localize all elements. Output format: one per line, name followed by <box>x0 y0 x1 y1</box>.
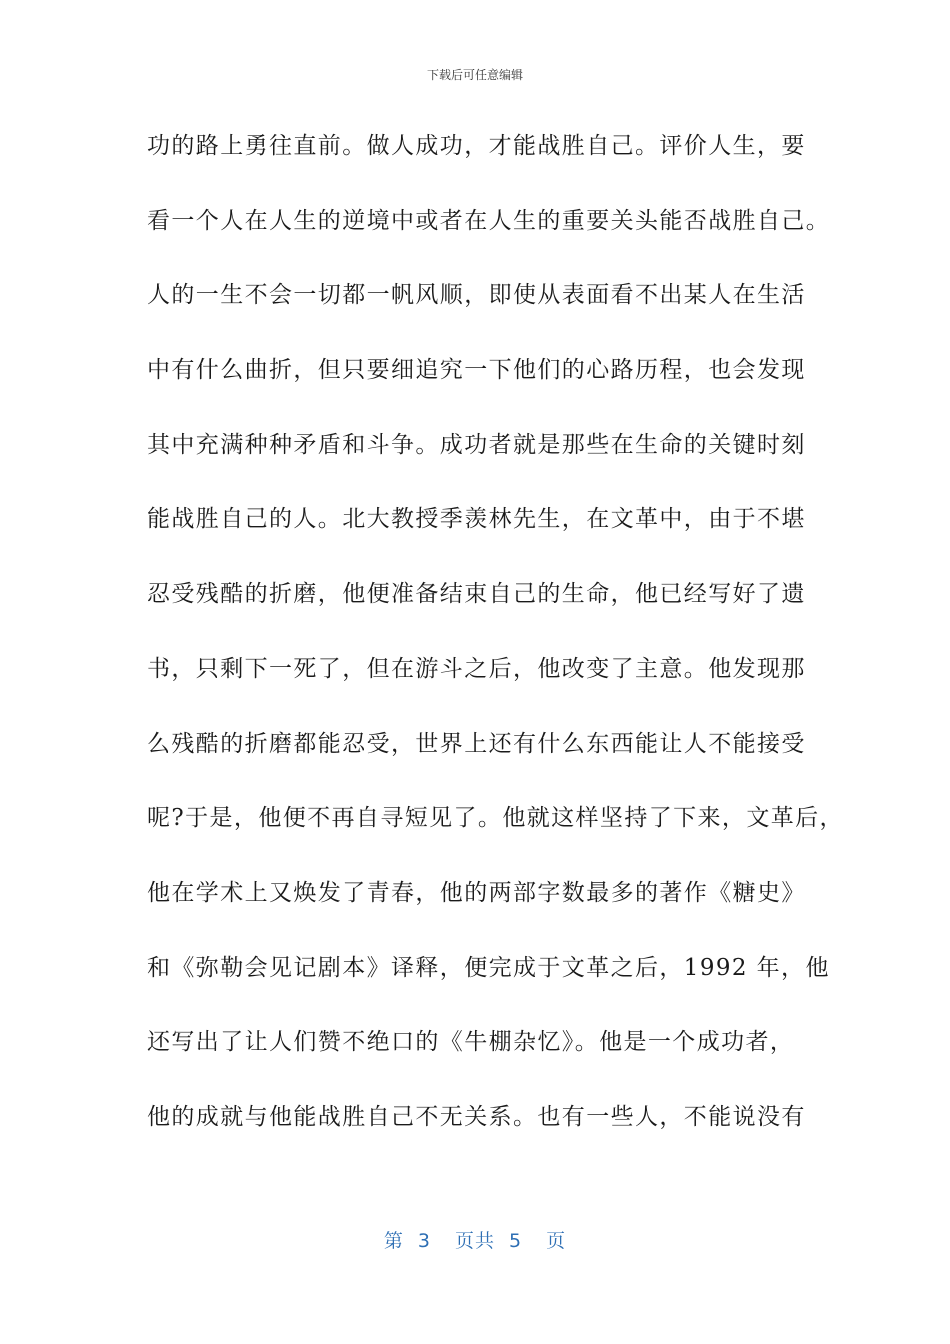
text-line: 呢?于是，他便不再自寻短见了。他就这样坚持了下来，文革后， <box>147 805 844 832</box>
text-line: 看一个人在人生的逆境中或者在人生的重要关头能否战胜自己。 <box>147 207 831 234</box>
text-line: 和《弥勒会见记剧本》译释，便完成于文革之后，1992 年，他 <box>147 954 830 981</box>
text-line: 他在学术上又焕发了青春，他的两部字数最多的著作《糖史》 <box>147 879 806 906</box>
page-footer <box>0 1226 950 1253</box>
text-line: 功的路上勇往直前。做人成功，才能战胜自己。评价人生，要 <box>147 133 806 159</box>
footer-prefix: 第 <box>383 1230 404 1252</box>
footer-suffix: 页 <box>546 1230 567 1252</box>
footer-middle: 页共 <box>454 1230 495 1252</box>
text-line: 书，只剩下一死了，但在游斗之后，他改变了主意。他发现那 <box>147 655 806 682</box>
text-line: 中有什么曲折，但只要细追究一下他们的心路历程，也会发现 <box>147 357 806 384</box>
footer-total-pages: 5 <box>509 1230 523 1252</box>
text-line: 么残酷的折磨都能忍受，世界上还有什么东西能让人不能接受 <box>147 730 806 757</box>
page-header: 下载后可任意编辑 <box>426 68 523 82</box>
body-text <box>147 120 844 1166</box>
text-line: 能战胜自己的人。北大教授季羡林先生，在文革中，由于不堪 <box>147 506 806 533</box>
text-line: 人的一生不会一切都一帆风顺，即使从表面看不出某人在生活 <box>147 282 806 309</box>
text-line: 他的成就与他能战胜自己不无关系。也有一些人，不能说没有 <box>147 1103 806 1130</box>
text-line: 其中充满种种矛盾和斗争。成功者就是那些在生命的关键时刻 <box>147 431 806 458</box>
text-line: 忍受残酷的折磨，他便准备结束自己的生命，他已经写好了遗 <box>147 581 806 608</box>
text-line: 还写出了让人们赞不绝口的《牛棚杂忆》。他是一个成功者， <box>147 1029 795 1056</box>
footer-current-page: 3 <box>417 1230 431 1252</box>
